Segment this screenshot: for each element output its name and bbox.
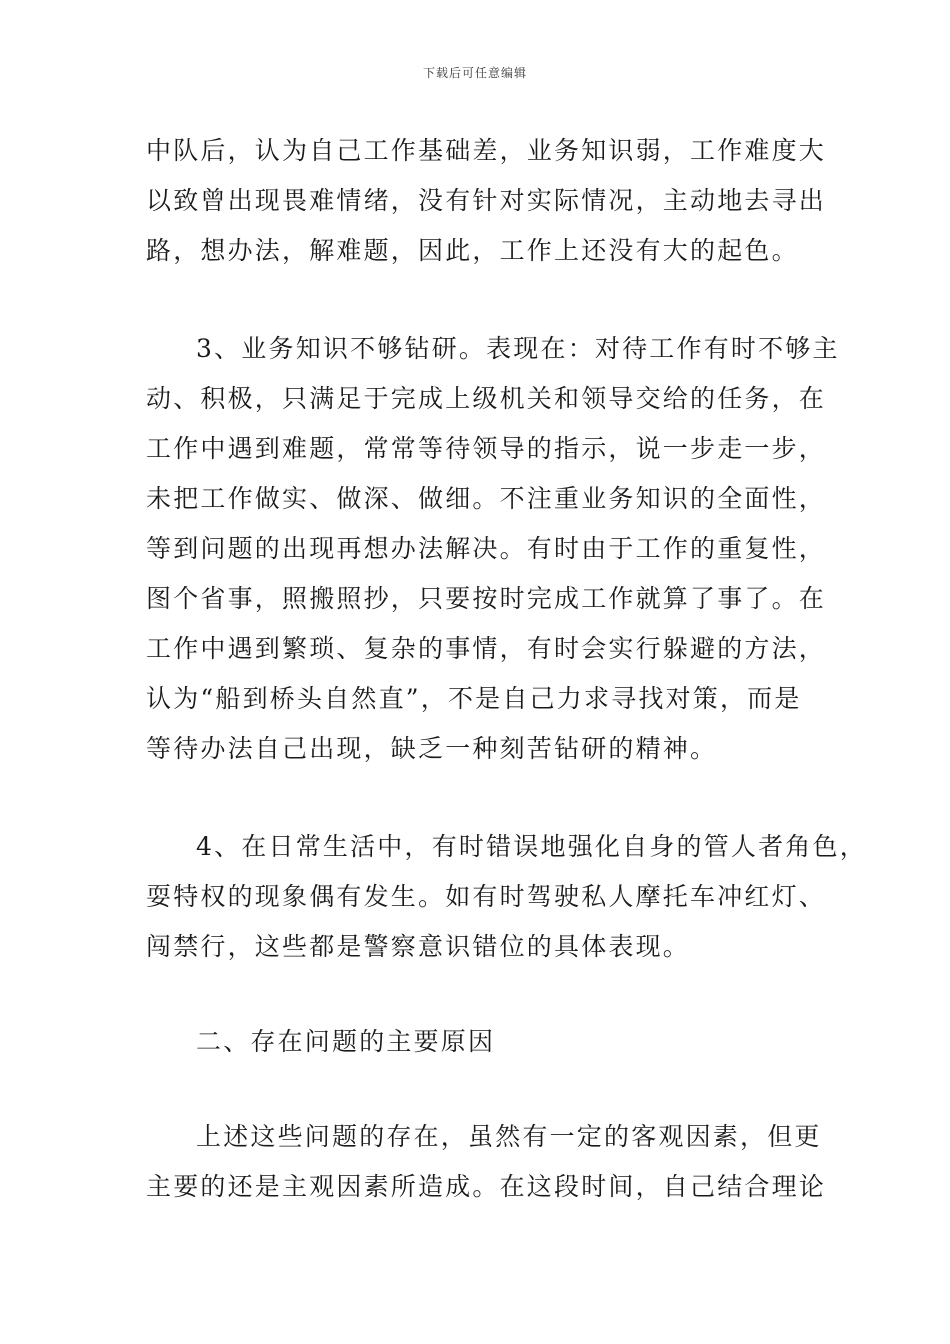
paragraph-item-4 bbox=[146, 822, 867, 972]
text-line: 中队后，认为自己工作基础差，业务知识弱，工作难度大 bbox=[146, 136, 827, 165]
text-line: 主要的还是主观因素所造成。在这段时间，自己结合理论 bbox=[146, 1172, 827, 1201]
document-body bbox=[146, 126, 867, 1212]
text-line: 3、业务知识不够钻研。表现在：对待工作有时不够主 bbox=[196, 334, 840, 363]
paragraph-item-3 bbox=[146, 324, 840, 774]
text-line: 图个省事，照搬照抄，只要按时完成工作就算了事了。在 bbox=[146, 584, 827, 613]
text-line: 闯禁行，这些都是警察意识错位的具体表现。 bbox=[146, 932, 691, 961]
text-line: 认为“船到桥头自然直”，不是自己力求寻找对策，而是 bbox=[146, 684, 802, 713]
text-line: 路，想办法，解难题，因此，工作上还没有大的起色。 bbox=[146, 236, 799, 265]
text-line: 工作中遇到难题，常常等待领导的指示，说一步走一步， bbox=[146, 434, 827, 463]
text-line: 等到问题的出现再想办法解决。有时由于工作的重复性， bbox=[146, 534, 827, 563]
paragraph-continuation bbox=[146, 126, 827, 276]
text-line: 上述这些问题的存在，虽然有一定的客观因素，但更 bbox=[196, 1122, 822, 1151]
section-heading bbox=[146, 1017, 816, 1067]
text-line: 动、积极，只满足于完成上级机关和领导交给的任务，在 bbox=[146, 384, 827, 413]
paragraph-causes bbox=[146, 1112, 827, 1212]
text-line: 以致曾出现畏难情绪，没有针对实际情况，主动地去寻出 bbox=[146, 186, 827, 215]
section-title: 二、存在问题的主要原因 bbox=[196, 1027, 496, 1056]
text-line: 工作中遇到繁琐、复杂的事情，有时会实行躲避的方法， bbox=[146, 634, 827, 663]
text-line: 4、在日常生活中，有时错误地强化自身的管人者角色， bbox=[196, 832, 867, 861]
text-line: 未把工作做实、做深、做细。不注重业务知识的全面性， bbox=[146, 484, 827, 513]
page-header: 下载后可任意编辑 bbox=[422, 66, 527, 80]
text-line: 耍特权的现象偶有发生。如有时驾驶私人摩托车冲红灯、 bbox=[146, 882, 827, 911]
text-line: 等待办法自己出现，缺乏一种刻苦钻研的精神。 bbox=[146, 734, 718, 763]
